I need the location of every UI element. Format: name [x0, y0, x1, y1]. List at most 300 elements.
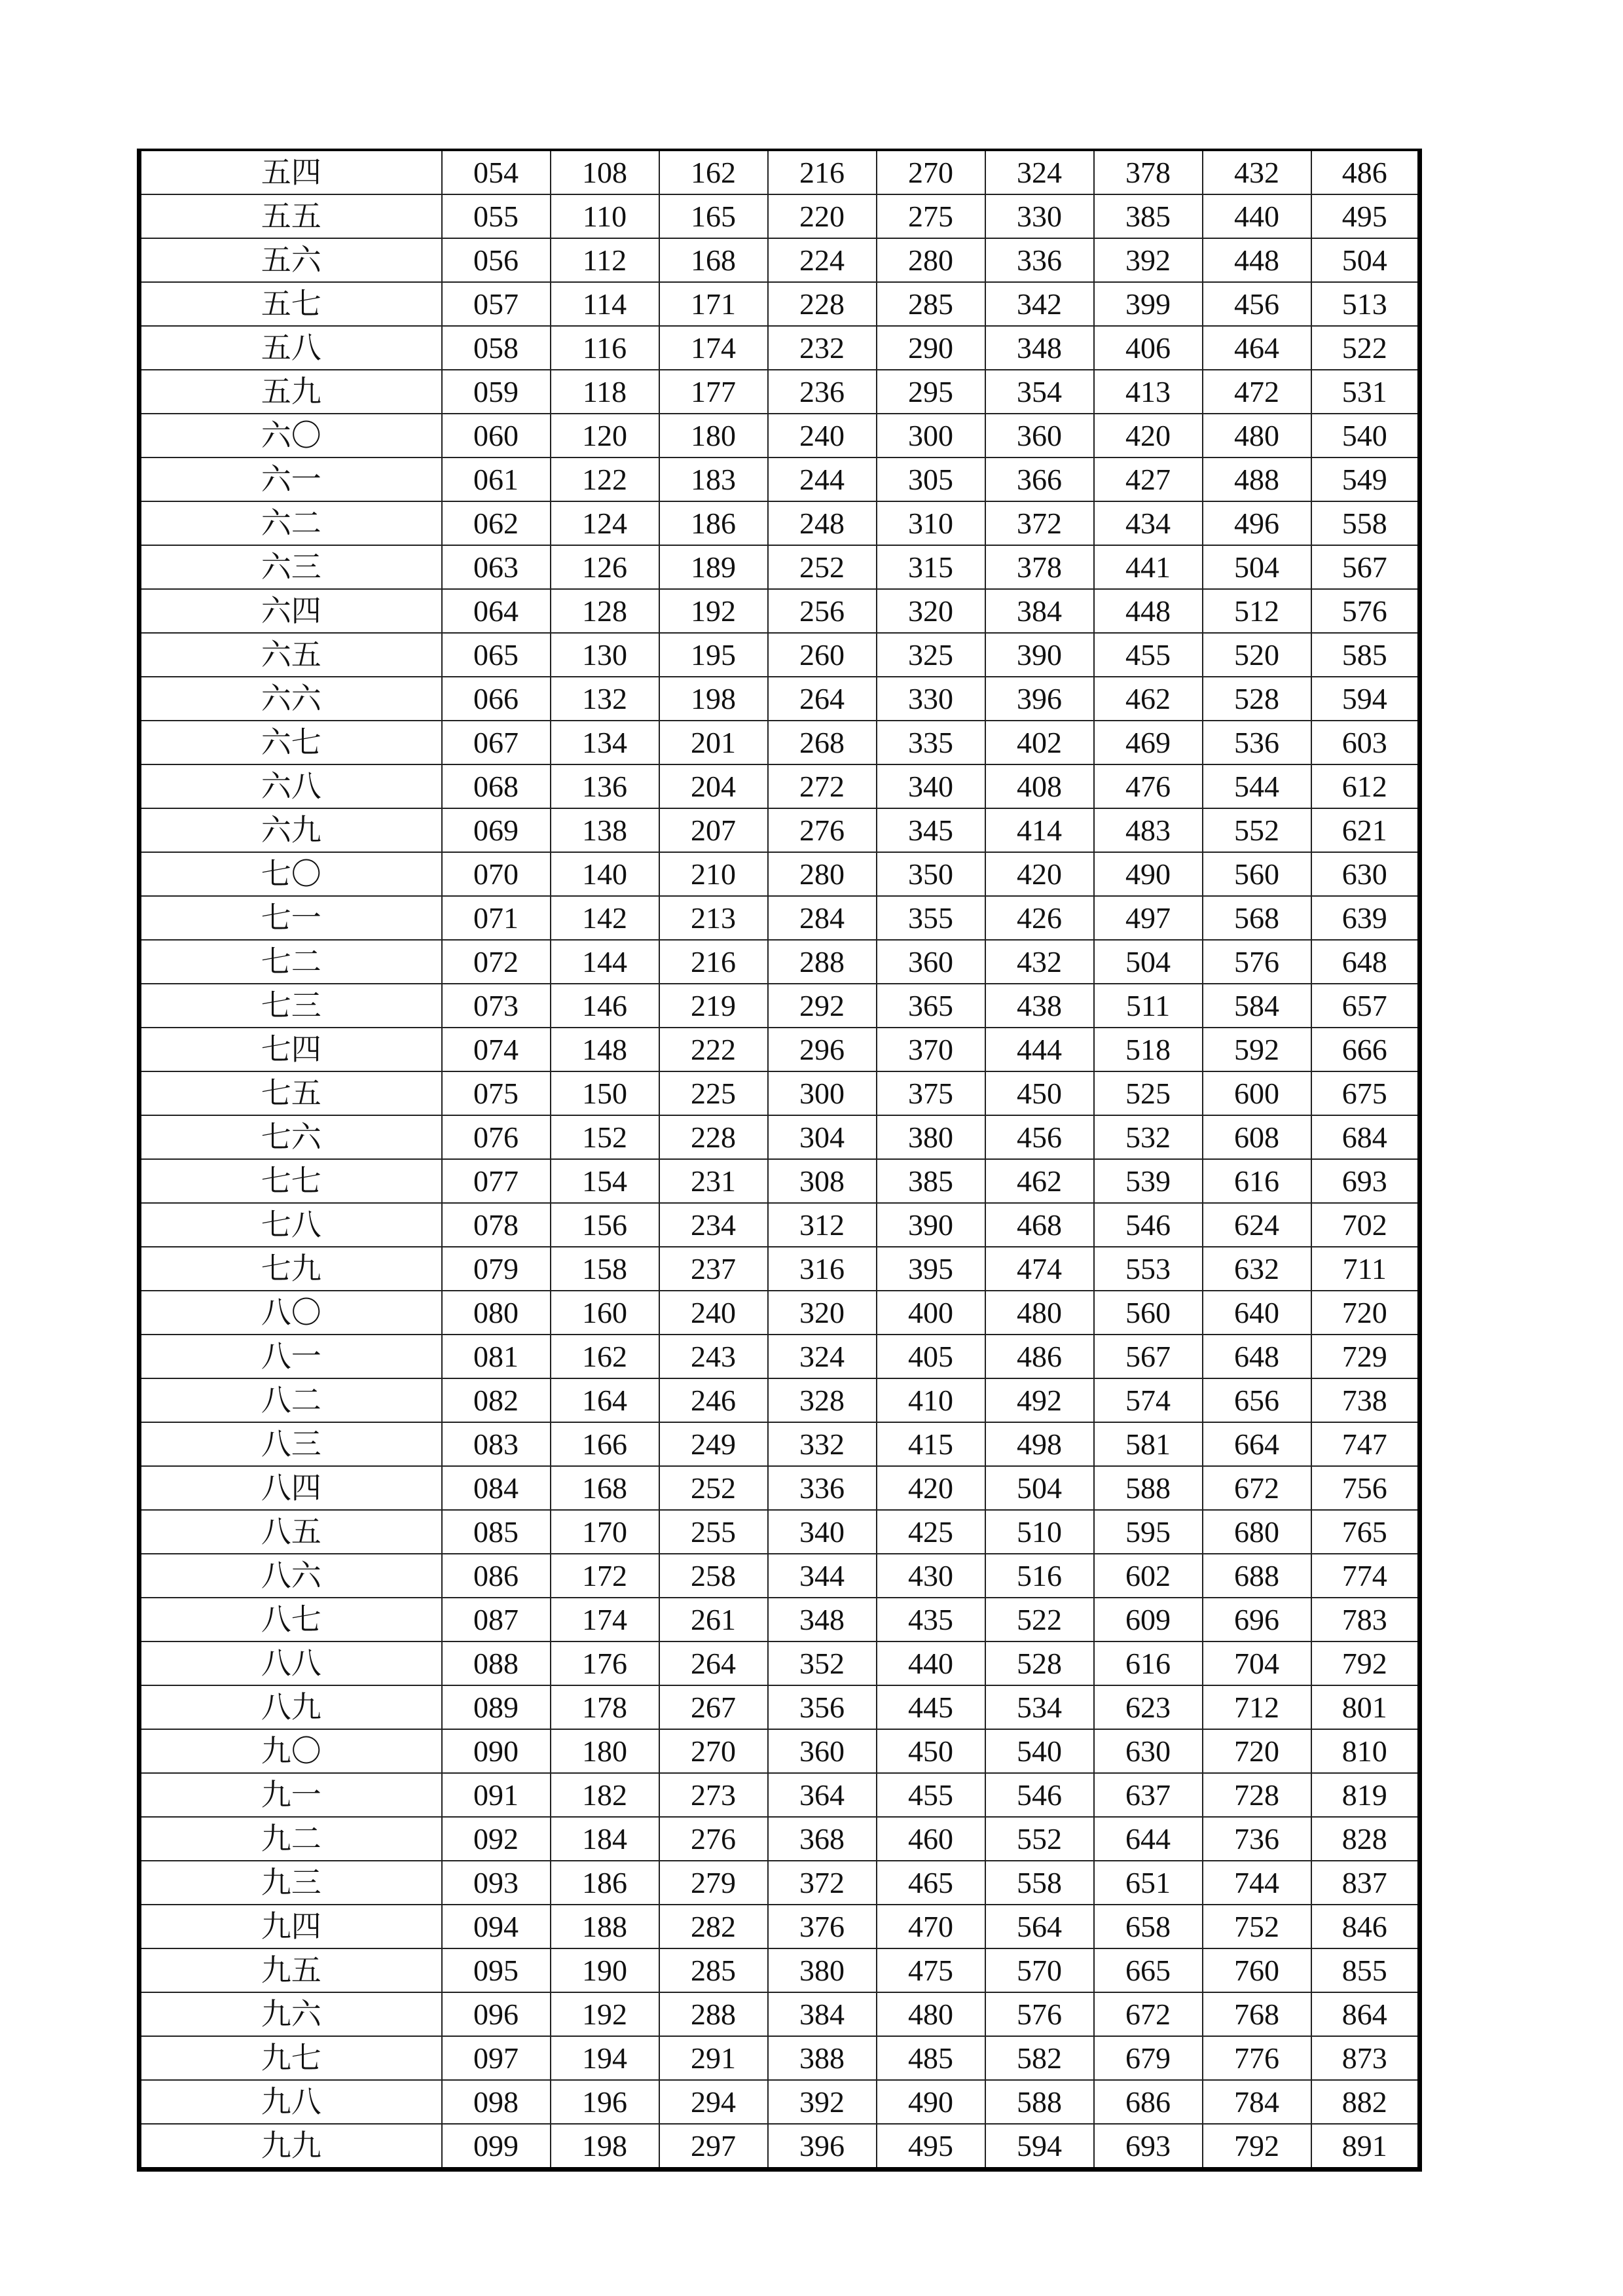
- table-row: [139, 501, 1420, 545]
- value-cell: 070: [442, 852, 551, 896]
- value-cell: 540: [985, 1729, 1094, 1773]
- value-cell: 114: [551, 282, 659, 326]
- value-cell: 460: [877, 1817, 985, 1861]
- value-cell: 380: [877, 1115, 985, 1159]
- value-cell: 420: [877, 1466, 985, 1510]
- value-cell: 445: [877, 1685, 985, 1729]
- value-cell: 350: [877, 852, 985, 896]
- value-cell: 640: [1203, 1291, 1311, 1335]
- value-cell: 124: [551, 501, 659, 545]
- value-cell: 490: [1094, 852, 1203, 896]
- value-cell: 225: [659, 1071, 768, 1115]
- value-cell: 099: [442, 2124, 551, 2170]
- value-cell: 142: [551, 896, 659, 940]
- value-cell: 058: [442, 326, 551, 370]
- value-cell: 168: [659, 238, 768, 282]
- value-cell: 564: [985, 1905, 1094, 1948]
- value-cell: 637: [1094, 1773, 1203, 1817]
- value-cell: 632: [1203, 1247, 1311, 1291]
- value-cell: 539: [1094, 1159, 1203, 1203]
- value-cell: 234: [659, 1203, 768, 1247]
- value-cell: 288: [768, 940, 877, 984]
- table-row: [139, 545, 1420, 589]
- value-cell: 172: [551, 1554, 659, 1598]
- value-cell: 390: [985, 633, 1094, 677]
- row-label-cell: 六四: [139, 589, 442, 633]
- value-cell: 608: [1203, 1115, 1311, 1159]
- value-cell: 280: [768, 852, 877, 896]
- value-cell: 264: [659, 1641, 768, 1685]
- value-cell: 074: [442, 1028, 551, 1071]
- value-cell: 402: [985, 721, 1094, 764]
- value-cell: 747: [1311, 1422, 1420, 1466]
- value-cell: 525: [1094, 1071, 1203, 1115]
- value-cell: 465: [877, 1861, 985, 1905]
- row-label-cell: 六二: [139, 501, 442, 545]
- value-cell: 360: [877, 940, 985, 984]
- value-cell: 375: [877, 1071, 985, 1115]
- value-cell: 801: [1311, 1685, 1420, 1729]
- value-cell: 496: [1203, 501, 1311, 545]
- table-body: [139, 150, 1420, 2170]
- value-cell: 073: [442, 984, 551, 1028]
- value-cell: 376: [768, 1905, 877, 1948]
- value-cell: 069: [442, 808, 551, 852]
- value-cell: 086: [442, 1554, 551, 1598]
- table-row: [139, 2080, 1420, 2124]
- value-cell: 061: [442, 457, 551, 501]
- value-cell: 294: [659, 2080, 768, 2124]
- value-cell: 189: [659, 545, 768, 589]
- value-cell: 510: [985, 1510, 1094, 1554]
- value-cell: 097: [442, 2036, 551, 2080]
- table-row: [139, 896, 1420, 940]
- value-cell: 370: [877, 1028, 985, 1071]
- value-cell: 581: [1094, 1422, 1203, 1466]
- value-cell: 320: [768, 1291, 877, 1335]
- table-row: [139, 457, 1420, 501]
- value-cell: 621: [1311, 808, 1420, 852]
- value-cell: 474: [985, 1247, 1094, 1291]
- table-row: [139, 1028, 1420, 1071]
- value-cell: 240: [659, 1291, 768, 1335]
- value-cell: 201: [659, 721, 768, 764]
- value-cell: 336: [985, 238, 1094, 282]
- value-cell: 273: [659, 1773, 768, 1817]
- row-label-cell: 五五: [139, 194, 442, 238]
- value-cell: 728: [1203, 1773, 1311, 1817]
- value-cell: 325: [877, 633, 985, 677]
- value-cell: 148: [551, 1028, 659, 1071]
- row-label-cell: 八五: [139, 1510, 442, 1554]
- value-cell: 198: [551, 2124, 659, 2170]
- value-cell: 083: [442, 1422, 551, 1466]
- row-label-cell: 七一: [139, 896, 442, 940]
- value-cell: 738: [1311, 1378, 1420, 1422]
- value-cell: 462: [985, 1159, 1094, 1203]
- value-cell: 549: [1311, 457, 1420, 501]
- value-cell: 560: [1094, 1291, 1203, 1335]
- table-row: [139, 282, 1420, 326]
- value-cell: 688: [1203, 1554, 1311, 1598]
- value-cell: 268: [768, 721, 877, 764]
- value-cell: 819: [1311, 1773, 1420, 1817]
- value-cell: 348: [768, 1598, 877, 1641]
- row-label-cell: 七二: [139, 940, 442, 984]
- value-cell: 232: [768, 326, 877, 370]
- value-cell: 686: [1094, 2080, 1203, 2124]
- value-cell: 344: [768, 1554, 877, 1598]
- row-label-cell: 七七: [139, 1159, 442, 1203]
- value-cell: 648: [1311, 940, 1420, 984]
- value-cell: 158: [551, 1247, 659, 1291]
- table-row: [139, 1291, 1420, 1335]
- table-row: [139, 1905, 1420, 1948]
- value-cell: 328: [768, 1378, 877, 1422]
- value-cell: 192: [551, 1992, 659, 2036]
- value-cell: 711: [1311, 1247, 1420, 1291]
- value-cell: 249: [659, 1422, 768, 1466]
- value-cell: 295: [877, 370, 985, 414]
- value-cell: 420: [985, 852, 1094, 896]
- value-cell: 768: [1203, 1992, 1311, 2036]
- value-cell: 609: [1094, 1598, 1203, 1641]
- row-label-cell: 六七: [139, 721, 442, 764]
- value-cell: 084: [442, 1466, 551, 1510]
- value-cell: 448: [1094, 589, 1203, 633]
- value-cell: 355: [877, 896, 985, 940]
- value-cell: 064: [442, 589, 551, 633]
- value-cell: 483: [1094, 808, 1203, 852]
- table-row: [139, 414, 1420, 457]
- value-cell: 062: [442, 501, 551, 545]
- value-cell: 513: [1311, 282, 1420, 326]
- value-cell: 504: [985, 1466, 1094, 1510]
- value-cell: 585: [1311, 633, 1420, 677]
- value-cell: 385: [1094, 194, 1203, 238]
- table-row: [139, 150, 1420, 194]
- value-cell: 216: [768, 150, 877, 194]
- row-label-cell: 九一: [139, 1773, 442, 1817]
- value-cell: 186: [659, 501, 768, 545]
- value-cell: 164: [551, 1378, 659, 1422]
- value-cell: 092: [442, 1817, 551, 1861]
- value-cell: 122: [551, 457, 659, 501]
- value-cell: 094: [442, 1905, 551, 1948]
- value-cell: 261: [659, 1598, 768, 1641]
- value-cell: 285: [659, 1948, 768, 1992]
- value-cell: 497: [1094, 896, 1203, 940]
- value-cell: 275: [877, 194, 985, 238]
- value-cell: 160: [551, 1291, 659, 1335]
- value-cell: 082: [442, 1378, 551, 1422]
- value-cell: 332: [768, 1422, 877, 1466]
- value-cell: 528: [1203, 677, 1311, 721]
- row-label-cell: 五四: [139, 150, 442, 194]
- value-cell: 784: [1203, 2080, 1311, 2124]
- value-cell: 184: [551, 1817, 659, 1861]
- value-cell: 284: [768, 896, 877, 940]
- value-cell: 602: [1094, 1554, 1203, 1598]
- value-cell: 475: [877, 1948, 985, 1992]
- value-cell: 396: [768, 2124, 877, 2170]
- value-cell: 243: [659, 1335, 768, 1378]
- value-cell: 077: [442, 1159, 551, 1203]
- value-cell: 146: [551, 984, 659, 1028]
- value-cell: 087: [442, 1598, 551, 1641]
- value-cell: 486: [1311, 150, 1420, 194]
- row-label-cell: 六六: [139, 677, 442, 721]
- value-cell: 384: [985, 589, 1094, 633]
- table-row: [139, 326, 1420, 370]
- value-cell: 060: [442, 414, 551, 457]
- value-cell: 444: [985, 1028, 1094, 1071]
- value-cell: 260: [768, 633, 877, 677]
- value-cell: 476: [1094, 764, 1203, 808]
- value-cell: 512: [1203, 589, 1311, 633]
- value-cell: 480: [985, 1291, 1094, 1335]
- value-cell: 594: [985, 2124, 1094, 2170]
- value-cell: 228: [659, 1115, 768, 1159]
- row-label-cell: 六〇: [139, 414, 442, 457]
- row-label-cell: 八四: [139, 1466, 442, 1510]
- table-row: [139, 1115, 1420, 1159]
- value-cell: 156: [551, 1203, 659, 1247]
- table-row: [139, 1071, 1420, 1115]
- value-cell: 390: [877, 1203, 985, 1247]
- value-cell: 168: [551, 1466, 659, 1510]
- value-cell: 532: [1094, 1115, 1203, 1159]
- value-cell: 183: [659, 457, 768, 501]
- value-cell: 296: [768, 1028, 877, 1071]
- value-cell: 192: [659, 589, 768, 633]
- value-cell: 456: [985, 1115, 1094, 1159]
- value-cell: 427: [1094, 457, 1203, 501]
- value-cell: 720: [1311, 1291, 1420, 1335]
- value-cell: 765: [1311, 1510, 1420, 1554]
- value-cell: 320: [877, 589, 985, 633]
- value-cell: 360: [768, 1729, 877, 1773]
- value-cell: 672: [1203, 1466, 1311, 1510]
- value-cell: 438: [985, 984, 1094, 1028]
- value-cell: 704: [1203, 1641, 1311, 1685]
- table-row: [139, 1335, 1420, 1378]
- table-row: [139, 852, 1420, 896]
- value-cell: 072: [442, 940, 551, 984]
- value-cell: 224: [768, 238, 877, 282]
- table-row: [139, 1773, 1420, 1817]
- value-cell: 219: [659, 984, 768, 1028]
- value-cell: 520: [1203, 633, 1311, 677]
- value-cell: 065: [442, 633, 551, 677]
- value-cell: 190: [551, 1948, 659, 1992]
- table-row: [139, 808, 1420, 852]
- value-cell: 076: [442, 1115, 551, 1159]
- value-cell: 166: [551, 1422, 659, 1466]
- value-cell: 595: [1094, 1510, 1203, 1554]
- value-cell: 729: [1311, 1335, 1420, 1378]
- value-cell: 528: [985, 1641, 1094, 1685]
- value-cell: 188: [551, 1905, 659, 1948]
- value-cell: 567: [1094, 1335, 1203, 1378]
- value-cell: 720: [1203, 1729, 1311, 1773]
- value-cell: 315: [877, 545, 985, 589]
- row-label-cell: 七五: [139, 1071, 442, 1115]
- value-cell: 658: [1094, 1905, 1203, 1948]
- value-cell: 426: [985, 896, 1094, 940]
- value-cell: 712: [1203, 1685, 1311, 1729]
- value-cell: 504: [1203, 545, 1311, 589]
- value-cell: 544: [1203, 764, 1311, 808]
- value-cell: 516: [985, 1554, 1094, 1598]
- value-cell: 089: [442, 1685, 551, 1729]
- value-cell: 136: [551, 764, 659, 808]
- value-cell: 392: [768, 2080, 877, 2124]
- value-cell: 432: [1203, 150, 1311, 194]
- value-cell: 096: [442, 1992, 551, 2036]
- table-row: [139, 1729, 1420, 1773]
- value-cell: 693: [1311, 1159, 1420, 1203]
- value-cell: 546: [1094, 1203, 1203, 1247]
- value-cell: 180: [551, 1729, 659, 1773]
- value-cell: 196: [551, 2080, 659, 2124]
- value-cell: 222: [659, 1028, 768, 1071]
- value-cell: 085: [442, 1510, 551, 1554]
- value-cell: 198: [659, 677, 768, 721]
- value-cell: 588: [1094, 1466, 1203, 1510]
- value-cell: 616: [1203, 1159, 1311, 1203]
- value-cell: 063: [442, 545, 551, 589]
- value-cell: 308: [768, 1159, 877, 1203]
- value-cell: 435: [877, 1598, 985, 1641]
- row-label-cell: 五八: [139, 326, 442, 370]
- value-cell: 116: [551, 326, 659, 370]
- value-cell: 603: [1311, 721, 1420, 764]
- value-cell: 430: [877, 1554, 985, 1598]
- value-cell: 388: [768, 2036, 877, 2080]
- value-cell: 760: [1203, 1948, 1311, 1992]
- value-cell: 292: [768, 984, 877, 1028]
- table-row: [139, 1203, 1420, 1247]
- value-cell: 270: [659, 1729, 768, 1773]
- row-label-cell: 五九: [139, 370, 442, 414]
- value-cell: 392: [1094, 238, 1203, 282]
- value-cell: 752: [1203, 1905, 1311, 1948]
- row-label-cell: 七八: [139, 1203, 442, 1247]
- value-cell: 425: [877, 1510, 985, 1554]
- row-label-cell: 九五: [139, 1948, 442, 1992]
- value-cell: 356: [768, 1685, 877, 1729]
- value-cell: 267: [659, 1685, 768, 1729]
- value-cell: 165: [659, 194, 768, 238]
- value-cell: 792: [1203, 2124, 1311, 2170]
- value-cell: 213: [659, 896, 768, 940]
- value-cell: 177: [659, 370, 768, 414]
- value-cell: 432: [985, 940, 1094, 984]
- value-cell: 684: [1311, 1115, 1420, 1159]
- table-row: [139, 1554, 1420, 1598]
- value-cell: 378: [985, 545, 1094, 589]
- value-cell: 380: [768, 1948, 877, 1992]
- value-cell: 345: [877, 808, 985, 852]
- row-label-cell: 七四: [139, 1028, 442, 1071]
- row-label-cell: 六五: [139, 633, 442, 677]
- value-cell: 195: [659, 633, 768, 677]
- value-cell: 276: [768, 808, 877, 852]
- value-cell: 297: [659, 2124, 768, 2170]
- value-cell: 360: [985, 414, 1094, 457]
- table-row: [139, 1510, 1420, 1554]
- value-cell: 600: [1203, 1071, 1311, 1115]
- table-row: [139, 1598, 1420, 1641]
- value-cell: 093: [442, 1861, 551, 1905]
- value-cell: 182: [551, 1773, 659, 1817]
- value-cell: 108: [551, 150, 659, 194]
- value-cell: 264: [768, 677, 877, 721]
- row-label-cell: 九九: [139, 2124, 442, 2170]
- value-cell: 340: [768, 1510, 877, 1554]
- value-cell: 088: [442, 1641, 551, 1685]
- value-cell: 255: [659, 1510, 768, 1554]
- value-cell: 071: [442, 896, 551, 940]
- value-cell: 406: [1094, 326, 1203, 370]
- value-cell: 090: [442, 1729, 551, 1773]
- value-cell: 498: [985, 1422, 1094, 1466]
- value-cell: 522: [985, 1598, 1094, 1641]
- value-cell: 679: [1094, 2036, 1203, 2080]
- value-cell: 582: [985, 2036, 1094, 2080]
- value-cell: 666: [1311, 1028, 1420, 1071]
- value-cell: 316: [768, 1247, 877, 1291]
- row-label-cell: 九八: [139, 2080, 442, 2124]
- value-cell: 174: [551, 1598, 659, 1641]
- value-cell: 594: [1311, 677, 1420, 721]
- value-cell: 285: [877, 282, 985, 326]
- value-cell: 464: [1203, 326, 1311, 370]
- row-label-cell: 九四: [139, 1905, 442, 1948]
- value-cell: 207: [659, 808, 768, 852]
- value-cell: 469: [1094, 721, 1203, 764]
- value-cell: 310: [877, 501, 985, 545]
- value-cell: 290: [877, 326, 985, 370]
- table-row: [139, 940, 1420, 984]
- table-row: [139, 589, 1420, 633]
- value-cell: 075: [442, 1071, 551, 1115]
- value-cell: 246: [659, 1378, 768, 1422]
- value-cell: 744: [1203, 1861, 1311, 1905]
- value-cell: 335: [877, 721, 985, 764]
- value-cell: 372: [768, 1861, 877, 1905]
- value-cell: 420: [1094, 414, 1203, 457]
- value-cell: 132: [551, 677, 659, 721]
- value-cell: 792: [1311, 1641, 1420, 1685]
- value-cell: 252: [768, 545, 877, 589]
- value-cell: 216: [659, 940, 768, 984]
- value-cell: 490: [877, 2080, 985, 2124]
- value-cell: 366: [985, 457, 1094, 501]
- row-label-cell: 八〇: [139, 1291, 442, 1335]
- table-row: [139, 1948, 1420, 1992]
- value-cell: 400: [877, 1291, 985, 1335]
- value-cell: 441: [1094, 545, 1203, 589]
- value-cell: 665: [1094, 1948, 1203, 1992]
- value-cell: 291: [659, 2036, 768, 2080]
- value-cell: 231: [659, 1159, 768, 1203]
- value-cell: 680: [1203, 1510, 1311, 1554]
- value-cell: 300: [877, 414, 985, 457]
- value-cell: 495: [1311, 194, 1420, 238]
- row-label-cell: 七〇: [139, 852, 442, 896]
